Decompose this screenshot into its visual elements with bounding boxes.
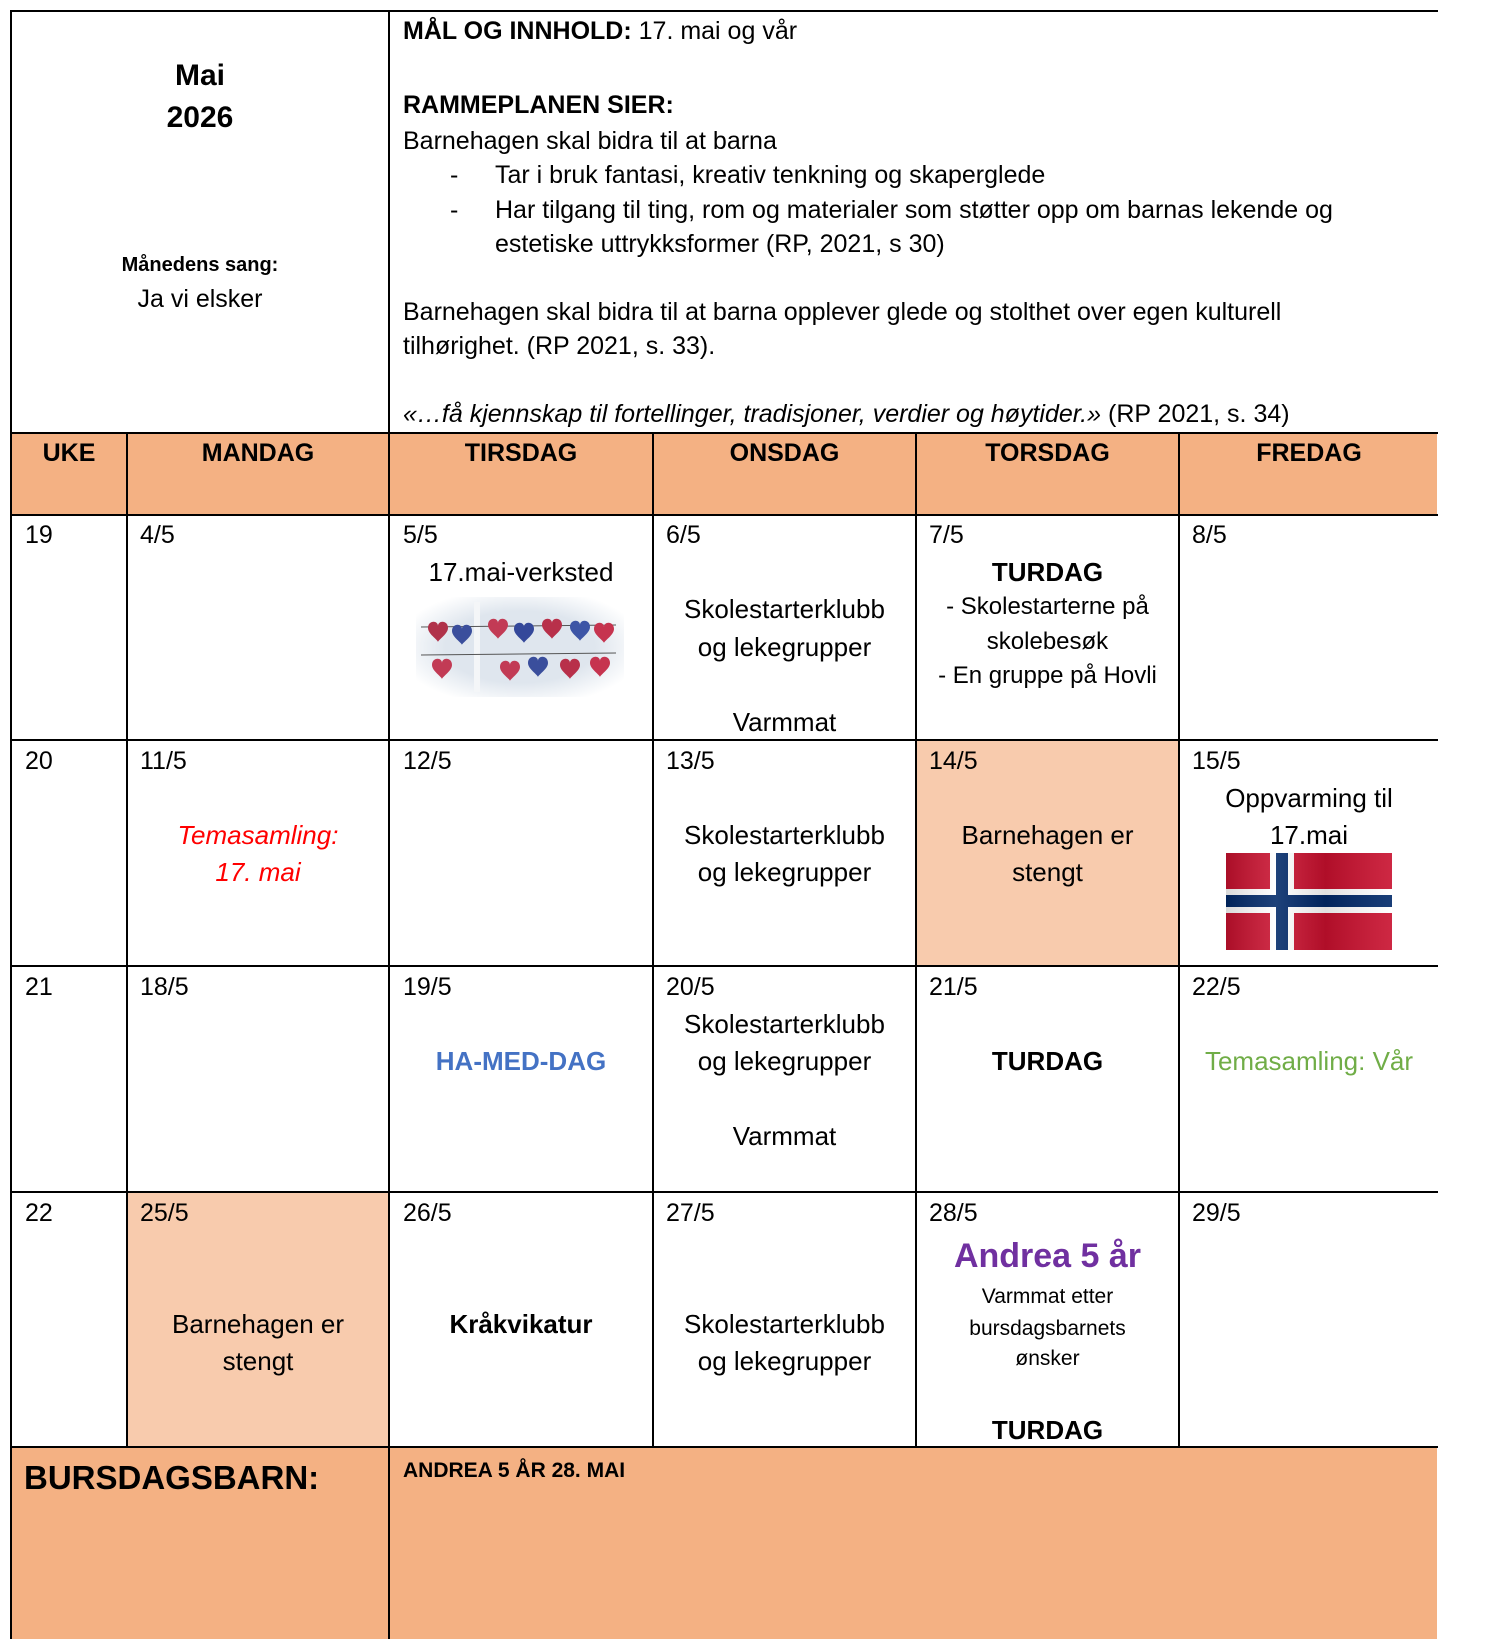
closed-text: Barnehagen er [961,820,1134,850]
temasamling-text: 17. mai [215,857,301,887]
week-number: 20 [25,747,53,775]
activity-text: bursdagsbarnets [969,1317,1126,1340]
closed-text: stengt [1012,857,1083,887]
date-label: 22/5 [1192,973,1241,1001]
ha-med-dag-text: HA-MED-DAG [435,1046,607,1076]
col-header-tirsdag: TIRSDAG [464,439,578,467]
activity-text: Varmmat etter [981,1285,1114,1308]
col-header-uke: UKE [42,439,96,467]
activity-text: Varmmat [732,1121,837,1151]
date-label: 29/5 [1192,1199,1241,1227]
date-label: 21/5 [929,973,978,1001]
activity-text: Kråkvikatur [449,1309,593,1339]
activity-text: Skolestarterklubb [684,1309,885,1339]
date-label: 25/5 [140,1199,189,1227]
date-label: 7/5 [929,521,964,549]
date-label: 13/5 [666,747,715,775]
bullet-1: Tar i bruk fantasi, kreativ tenkning og skaperglede [495,161,1046,189]
bullet-2: Har tilgang til ting, rom og materialer som støtter opp om barnas lekende og [495,196,1333,224]
hearts-craft-image [416,597,624,697]
col-header-torsdag: TORSDAG [985,439,1110,467]
date-label: 26/5 [403,1199,452,1227]
date-label: 12/5 [403,747,452,775]
activity-text: - Skolestarterne på [946,593,1149,620]
bullet-dash: - [450,196,459,224]
col-header-mandag: MANDAG [201,439,315,467]
activity-text: og lekegrupper [697,632,872,662]
date-label: 27/5 [666,1199,715,1227]
activity-text: ønsker [1015,1347,1080,1370]
goal-line: MÅL OG INNHOLD: 17. mai og vår [403,17,798,45]
turdag-title: TURDAG [991,557,1104,587]
activity-text: Varmmat [732,707,837,737]
activity-text: Skolestarterklubb [684,1009,885,1039]
week-number: 21 [25,973,53,1001]
activity-text: Skolestarterklubb [684,820,885,850]
turdag-title: TURDAG [991,1046,1104,1076]
closed-text: stengt [222,1346,294,1376]
activity-text: og lekegrupper [697,857,872,887]
bullet-2-cont: estetiske uttrykksformer (RP, 2021, s 30) [495,230,945,258]
quote-line: «…få kjennskap til fortellinger, tradisjoner, verdier og høytider.» (RP 2021, s. 34) [403,400,1290,428]
temasamling-text: Temasamling: Vår [1204,1046,1414,1076]
date-label: 20/5 [666,973,715,1001]
activity-text: Oppvarming til [1225,783,1393,813]
col-header-onsdag: ONSDAG [729,439,840,467]
turdag-title: TURDAG [991,1415,1104,1445]
verksted-text: 17.mai-verksted [428,557,614,587]
date-label: 6/5 [666,521,701,549]
para2-line1: Barnehagen skal bidra til at barna opplever glede og stolthet over egen kulturell [403,298,1282,326]
date-label: 28/5 [929,1199,978,1227]
date-label: 8/5 [1192,521,1227,549]
date-label: 5/5 [403,521,438,549]
birthday-footer-label: BURSDAGSBARN: [24,1459,320,1496]
birthday-title: Andrea 5 år [953,1237,1142,1275]
norwegian-flag-image [1226,853,1392,950]
activity-text: - En gruppe på Hovli [938,662,1157,689]
closed-text: Barnehagen er [171,1309,345,1339]
plan-intro: Barnehagen skal bidra til at barna [403,127,777,155]
year-title: 2026 [166,101,234,134]
song-title: Ja vi elsker [137,285,263,313]
date-label: 18/5 [140,973,189,1001]
col-header-fredag: FREDAG [1256,439,1362,467]
date-label: 19/5 [403,973,452,1001]
activity-text: 17.mai [1269,820,1349,850]
date-label: 14/5 [929,747,978,775]
bullet-dash: - [450,161,459,189]
date-label: 11/5 [140,747,187,775]
birthday-footer-value: ANDREA 5 ÅR 28. MAI [403,1459,626,1482]
activity-text: skolebesøk [986,628,1109,655]
date-label: 15/5 [1192,747,1241,775]
month-title: Mai [174,59,225,92]
week-number: 22 [25,1199,53,1227]
temasamling-text: Temasamling: [177,820,339,850]
plan-label: RAMMEPLANEN SIER: [403,91,674,119]
activity-text: og lekegrupper [697,1046,872,1076]
song-label: Månedens sang: [121,254,279,276]
activity-text: Skolestarterklubb [684,594,885,624]
para2-line2: tilhørighet. (RP 2021, s. 33). [403,332,716,360]
week-number: 19 [25,521,53,549]
activity-text: og lekegrupper [697,1346,872,1376]
date-label: 4/5 [140,521,175,549]
